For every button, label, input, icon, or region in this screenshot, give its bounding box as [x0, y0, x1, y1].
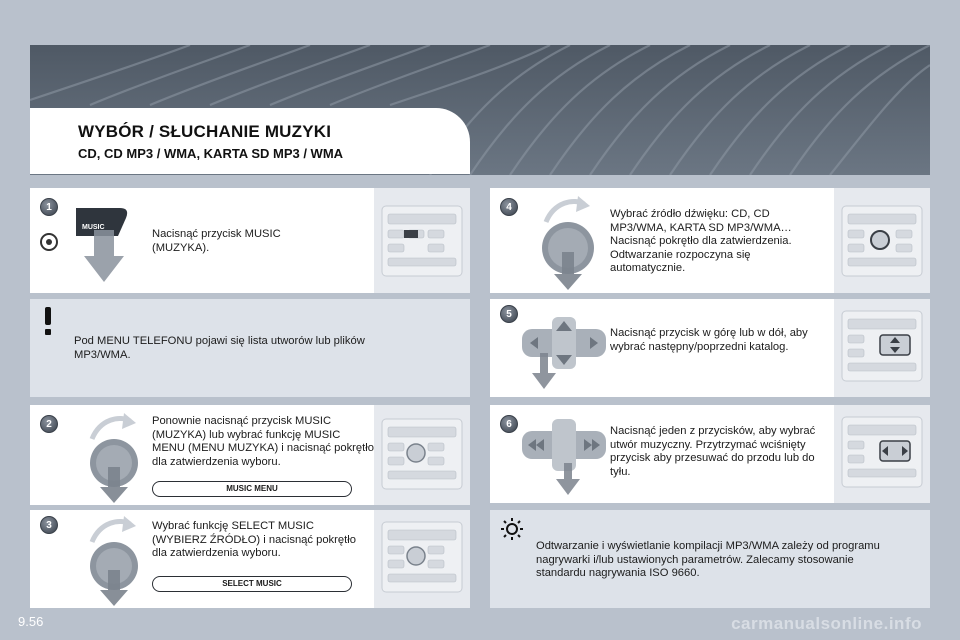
clock-icon	[39, 232, 59, 252]
rotary-knob-icon	[82, 514, 152, 606]
music-button-label: MUSIC	[82, 224, 105, 231]
warning-panel	[30, 299, 470, 397]
step-4-radio-thumbnail	[834, 188, 930, 293]
radio-unit-icon	[834, 405, 930, 503]
step-4-panel	[490, 188, 930, 293]
step-number-6: 6	[500, 415, 518, 433]
step-1-text: Nacisnąć przycisk MUSIC (MUZYKA).	[152, 228, 281, 254]
step-5-radio-thumbnail	[834, 299, 930, 397]
step-2-text: Ponownie nacisnąć przycisk MUSIC (MUZYKA) lub wybrać funkcję MUSIC MENU (MENU MUZYKA) i nacisnąć pokrętło dla zatwierdzenia wyboru.	[152, 415, 374, 468]
rotary-knob-icon	[82, 411, 152, 503]
direction-pad-icon	[520, 313, 610, 393]
step-6-panel	[490, 405, 930, 503]
page-number: 9.56	[18, 614, 44, 629]
music-menu-pill: MUSIC MENU	[152, 481, 352, 497]
title-box	[30, 108, 470, 174]
watermark: carmanualsonline.info	[731, 614, 922, 633]
step-3-radio-thumbnail	[374, 510, 470, 608]
step-6-radio-thumbnail	[834, 405, 930, 503]
select-music-pill: SELECT MUSIC	[152, 576, 352, 592]
step-1-panel	[30, 188, 470, 293]
step-4-text: Wybrać źródło dźwięku: CD, CD MP3/WMA, KARTA SD MP3/WMA… Nacisnąć pokrętło dla zatwierdzenia. Odtwarzanie rozpoczyna się automatycznie.	[610, 208, 792, 275]
step-number-5: 5	[500, 305, 518, 323]
rotary-knob-icon	[536, 194, 606, 290]
radio-unit-icon	[374, 188, 470, 293]
step-3-text: Wybrać funkcję SELECT MUSIC (WYBIERZ ŹRÓDŁO) i nacisnąć pokrętło dla zatwierdzenia wyboru.	[152, 520, 356, 560]
page-title: WYBÓR / SŁUCHANIE MUZYKI	[78, 122, 332, 141]
warning-text: Pod MENU TELEFONU pojawi się lista utworów lub plików MP3/WMA.	[74, 335, 365, 361]
radio-unit-icon	[374, 510, 470, 608]
page-subtitle: CD, CD MP3 / WMA, KARTA SD MP3 / WMA	[78, 146, 344, 161]
radio-unit-icon	[834, 299, 930, 397]
step-number-3: 3	[40, 516, 58, 534]
tip-text: Odtwarzanie i wyświetlanie kompilacji MP3/WMA zależy od programu nagrywarki i/lub ustawionych parametrów. Zalecamy stosowanie standardu nagrywania ISO 9660.	[536, 540, 880, 580]
radio-unit-icon	[374, 405, 470, 505]
step-6-text: Nacisnąć jeden z przycisków, aby wybrać utwór muzyczny. Przytrzymać wciśnięty przycisk aby przesuwać do przodu lub do tyłu.	[610, 425, 816, 478]
step-3-panel	[30, 510, 470, 608]
step-number-4: 4	[500, 198, 518, 216]
exclamation-icon	[41, 307, 55, 335]
step-2-panel	[30, 405, 470, 505]
step-number-2: 2	[40, 415, 58, 433]
step-1-radio-thumbnail	[374, 188, 470, 293]
tip-panel	[490, 510, 930, 608]
direction-pad-icon	[520, 415, 610, 499]
radio-unit-icon	[834, 188, 930, 293]
sun-icon	[501, 518, 523, 540]
step-2-radio-thumbnail	[374, 405, 470, 505]
step-number-1: 1	[40, 198, 58, 216]
music-button-icon	[74, 196, 134, 286]
step-5-panel	[490, 299, 930, 397]
step-5-text: Nacisnąć przycisk w górę lub w dół, aby wybrać następny/poprzedni katalog.	[610, 327, 808, 353]
